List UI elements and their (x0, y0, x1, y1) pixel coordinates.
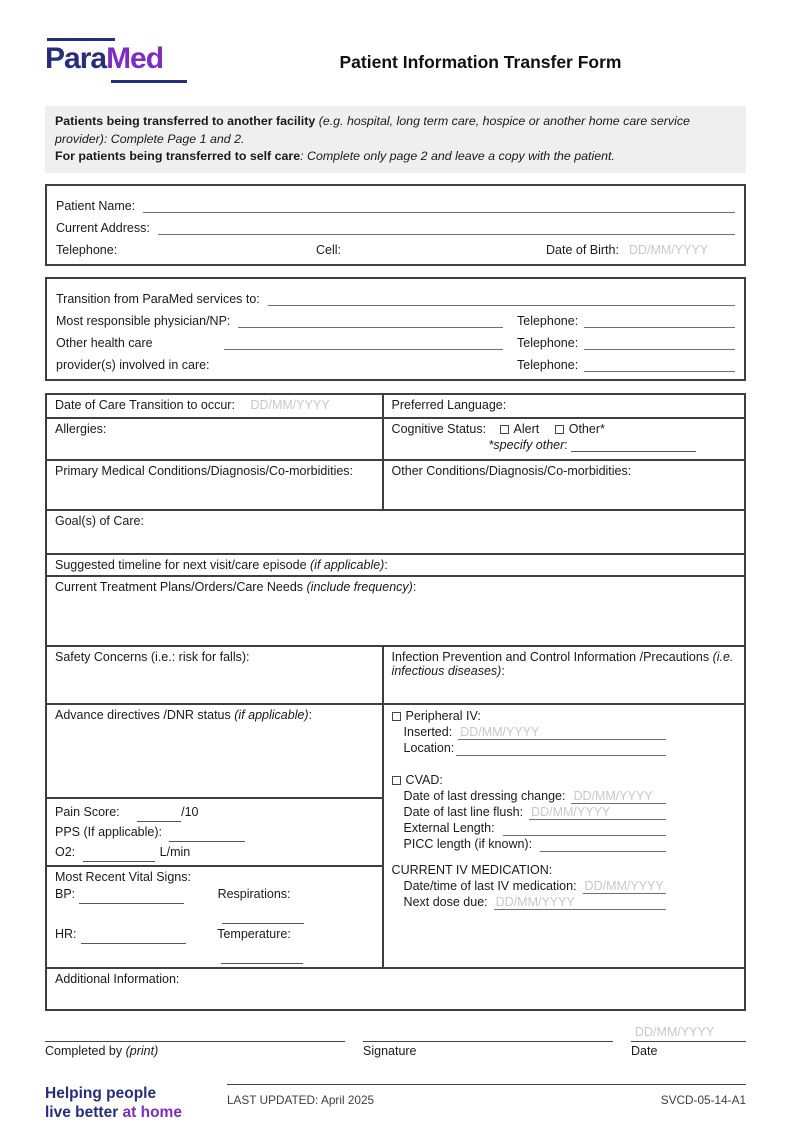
date-of-birth-label: Date of Birth: (546, 242, 619, 257)
care-transition-date-input[interactable]: DD/MM/YYYY (250, 397, 330, 412)
external-length-input[interactable] (503, 820, 666, 836)
other-telephone1-input[interactable] (584, 334, 735, 350)
infection-prevention-label-italic: (i.e. infectious diseases) (391, 649, 734, 678)
pps-input[interactable] (169, 828, 245, 842)
allergies-cell[interactable] (47, 419, 382, 459)
other-telephone2-input[interactable] (584, 356, 735, 372)
additional-information-cell[interactable] (47, 969, 744, 1009)
current-address-input[interactable] (158, 219, 735, 235)
other-label: Other* (568, 421, 605, 436)
tagline-line2: live better at home (45, 1104, 182, 1122)
pain-score-label: Pain Score: (55, 804, 120, 819)
treatment-plans-cell[interactable] (47, 577, 744, 645)
date-input[interactable]: DD/MM/YYYY (631, 1025, 746, 1042)
signature-section (45, 1025, 746, 1058)
signature-label: Signature (363, 1043, 417, 1058)
alert-checkbox[interactable] (500, 425, 509, 434)
cognitive-alert-option[interactable] (500, 422, 540, 436)
logo-text (45, 44, 215, 74)
transition-box (45, 277, 746, 381)
instruction-box (45, 106, 746, 173)
bp-input[interactable] (79, 890, 184, 904)
care-transition-date-label: Date of Care Transition to occur: (55, 397, 235, 412)
document-code: SVCD-05-14-A1 (660, 1092, 746, 1107)
pain-scores-cell (47, 797, 382, 865)
tagline (45, 1084, 225, 1123)
logo-part-para: Para (45, 42, 107, 75)
other-checkbox[interactable] (555, 425, 564, 434)
line-flush-label: Date of last line flush: (403, 804, 524, 819)
last-updated-text: LAST UPDATED: April 2025 (227, 1092, 375, 1107)
cvad-option[interactable] (392, 772, 736, 788)
completed-by-input[interactable] (45, 1025, 345, 1042)
date-label: Date (631, 1043, 658, 1058)
peripheral-iv-label: Peripheral IV: (405, 708, 481, 723)
transition-to-label: Transition from ParaMed services to: (56, 291, 260, 306)
patient-info-box (45, 184, 746, 266)
temperature-input[interactable] (221, 950, 303, 964)
timeline-label: Suggested timeline for next visit/care episode (55, 557, 310, 572)
external-length-label: External Length: (403, 820, 495, 835)
specify-other-input[interactable] (571, 438, 696, 452)
care-transition-date-cell[interactable] (47, 395, 382, 417)
goals-of-care-cell[interactable] (47, 511, 744, 553)
preferred-language-label: Preferred Language: (391, 397, 507, 412)
respirations-input[interactable] (222, 910, 304, 924)
infection-prevention-colon: : (501, 663, 505, 678)
pain-score-input[interactable] (137, 808, 181, 822)
completed-by-label-italic: (print) (125, 1043, 159, 1058)
cvad-checkbox[interactable] (392, 776, 401, 785)
specify-other-colon: : (564, 437, 568, 452)
tagline-at-home: at home (122, 1104, 182, 1122)
physician-telephone-label: Telephone: (517, 313, 579, 328)
treatment-plans-colon: : (412, 579, 417, 594)
line-flush-input[interactable]: DD/MM/YYYY (529, 804, 666, 820)
cell-label: Cell: (316, 242, 342, 257)
last-iv-medication-input[interactable]: DD/MM/YYYY (583, 878, 666, 894)
preferred-language-cell[interactable] (382, 395, 744, 417)
advance-directives-label: Advance directives /DNR status (55, 707, 235, 722)
current-address-label: Current Address: (56, 220, 150, 235)
title-wrap (215, 36, 746, 73)
goals-of-care-label: Goal(s) of Care: (55, 513, 144, 528)
completed-by-label: Completed by (print) (45, 1043, 159, 1058)
advance-directives-cell[interactable] (47, 705, 382, 797)
pps-label: PPS (If applicable): (55, 824, 162, 839)
peripheral-iv-checkbox[interactable] (392, 712, 401, 721)
other-provider-label-line2: provider(s) involved in care: (56, 357, 210, 372)
timeline-cell[interactable] (47, 555, 744, 575)
temperature-label: Temperature: (217, 926, 291, 941)
treatment-plans-label-italic: (include frequency) (306, 579, 413, 594)
cvad-label: CVAD: (405, 772, 443, 787)
logo-part-med: Med (106, 42, 164, 75)
alert-label: Alert (513, 421, 540, 436)
physician-input[interactable] (238, 312, 503, 328)
o2-label: O2: (55, 844, 76, 859)
specify-other-label-italic: *specify other (488, 437, 565, 452)
logo-accent-line-bottom (111, 80, 187, 83)
cognitive-status-cell (382, 419, 744, 459)
hr-label: HR: (55, 926, 77, 941)
date-of-birth-input[interactable]: DD/MM/YYYY (628, 242, 709, 257)
respirations-label: Respirations: (217, 886, 291, 901)
location-label: Location: (403, 740, 455, 755)
footer-meta (227, 1084, 746, 1107)
page-title: Patient Information Transfer Form (339, 52, 622, 72)
infection-prevention-cell[interactable] (382, 647, 744, 703)
advance-directives-label-italic: (if applicable) (234, 707, 309, 722)
signature-input[interactable] (363, 1025, 613, 1042)
other-provider-input[interactable] (224, 334, 503, 350)
paramed-logo (45, 36, 215, 74)
other-conditions-label: Other Conditions/Diagnosis/Co-morbidities: (391, 463, 632, 478)
picc-length-label: PICC length (if known): (403, 836, 533, 851)
vital-signs-cell (47, 865, 382, 967)
allergies-label: Allergies: (55, 421, 107, 436)
other-telephone1-label: Telephone: (517, 335, 579, 350)
primary-conditions-cell[interactable] (47, 461, 382, 509)
location-input[interactable] (456, 740, 666, 756)
other-telephone2-label: Telephone: (517, 357, 579, 372)
patient-name-label: Patient Name: (56, 198, 136, 213)
left-stack (47, 705, 382, 967)
telephone-label: Telephone: (56, 242, 118, 257)
vital-signs-label: Most Recent Vital Signs: (55, 869, 191, 884)
safety-concerns-label: Safety Concerns (i.e.: risk for falls): (55, 649, 250, 664)
current-iv-medication-heading: CURRENT IV MEDICATION: (391, 862, 553, 877)
o2-suffix: L/min (159, 844, 191, 859)
physician-telephone-input[interactable] (584, 312, 735, 328)
instruction-line2-italic: : Complete only page 2 and leave a copy with the patient. (300, 149, 615, 164)
next-dose-label: Next dose due: (403, 894, 488, 909)
next-dose-input[interactable]: DD/MM/YYYY (494, 894, 666, 910)
instruction-line2-bold: For patients being transferred to self care (55, 149, 301, 164)
dressing-change-label: Date of last dressing change: (403, 788, 566, 803)
timeline-colon: : (384, 557, 388, 572)
advance-directives-colon: : (308, 707, 313, 722)
header (45, 36, 746, 94)
instruction-line1-bold: Patients being transferred to another facility (55, 114, 319, 128)
instruction-line1-italic: (e.g. hospital, long term care, hospice or another home care service provider): Complete Page 1 and 2. (55, 114, 690, 146)
safety-concerns-cell[interactable] (47, 647, 382, 703)
pain-score-suffix: /10 (181, 804, 199, 819)
logo-accent-line-top (47, 38, 115, 41)
footer (45, 1084, 746, 1123)
last-iv-medication-label: Date/time of last IV medication: (403, 878, 577, 893)
transition-to-input[interactable] (268, 290, 735, 306)
physician-label: Most responsible physician/NP: (56, 313, 231, 328)
additional-information-label: Additional Information: (55, 971, 180, 986)
footer-rule (227, 1084, 746, 1085)
infection-prevention-label: Infection Prevention and Control Information /Precautions (391, 649, 713, 664)
inserted-date-input[interactable]: DD/MM/YYYY (458, 724, 666, 740)
cognitive-other-option[interactable] (555, 422, 605, 436)
peripheral-iv-option[interactable] (392, 708, 736, 724)
bp-label: BP: (55, 886, 76, 901)
picc-length-input[interactable] (540, 836, 666, 852)
tagline-line1: Helping people (45, 1084, 157, 1102)
primary-conditions-label: Primary Medical Conditions/Diagnosis/Co-morbidities: (55, 463, 354, 478)
other-conditions-cell[interactable] (382, 461, 744, 509)
inserted-label: Inserted: (403, 724, 453, 739)
other-provider-label-line1: Other health care (56, 335, 153, 350)
treatment-plans-label: Current Treatment Plans/Orders/Care Needs (55, 579, 307, 594)
hr-input[interactable] (81, 930, 186, 944)
dressing-change-input[interactable]: DD/MM/YYYY (571, 788, 666, 804)
care-details-table (45, 393, 746, 1011)
iv-access-cell (382, 705, 744, 967)
cognitive-status-label: Cognitive Status: (391, 421, 487, 436)
o2-input[interactable] (83, 848, 155, 862)
timeline-label-italic: (if applicable) (310, 557, 385, 572)
patient-name-input[interactable] (143, 197, 735, 213)
